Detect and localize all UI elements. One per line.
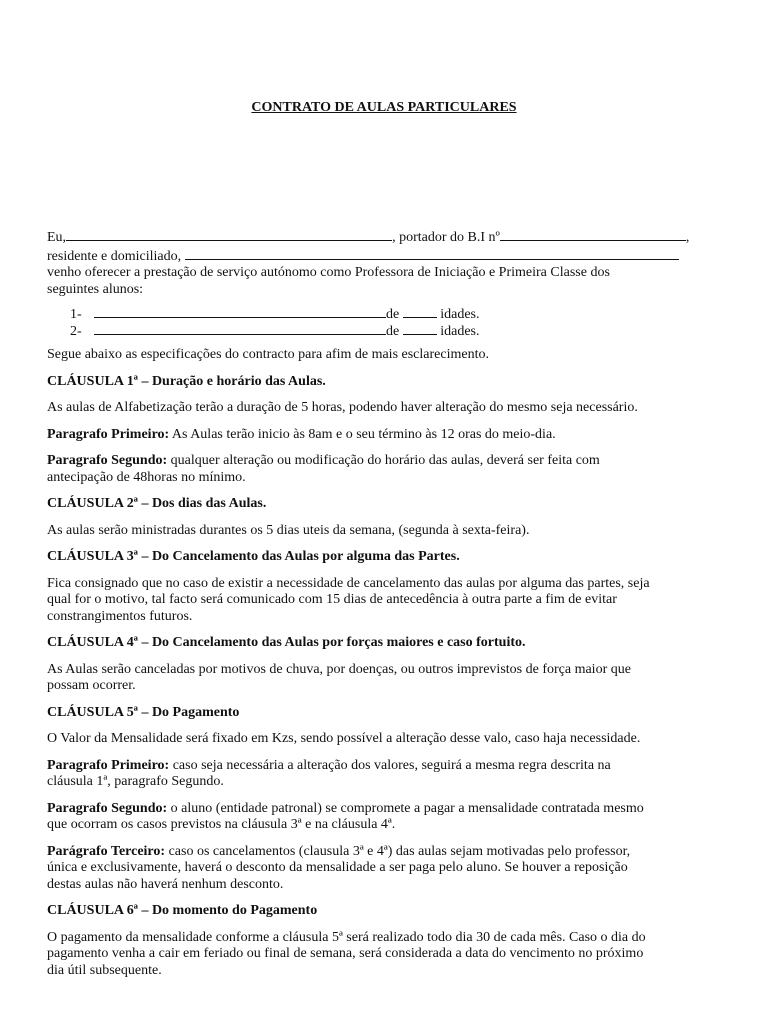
bi-number-blank[interactable] (500, 228, 686, 241)
clausula-1-paragrafo-primeiro (47, 427, 717, 444)
clausula-5-paragrafo-primeiro (47, 758, 717, 791)
paragrafo-label: Paragrafo Primeiro: (47, 757, 170, 773)
clausula-4-heading: CLÁUSULA 4ª – Do Cancelamento das Aulas por forças maiores e caso fortuito. (47, 635, 526, 650)
student-name-blank[interactable] (94, 322, 386, 335)
intro-portador: , portador do B.I nº (392, 230, 500, 245)
paragrafo-text: única e exclusivamente, haverá o desconto da mensalidade a ser paga pelo aluno. Se houver a reposição (47, 860, 628, 875)
clausula-1-heading: CLÁUSULA 1ª – Duração e horário das Aulas. (47, 373, 326, 389)
clausula-2-heading: CLÁUSULA 2ª – Dos dias das Aulas. (47, 496, 267, 511)
paragrafo-text: que ocorram os casos previstos na cláusula 3ª e na cláusula 4ª. (47, 817, 396, 832)
paragrafo-text: o aluno (entidade patronal) se compromete a pagar a mensalidade contratada mesmo (167, 800, 644, 816)
text-line: Fica consignado que no caso de existir a necessidade de cancelamento das aulas por alguma das partes, seja (47, 575, 650, 591)
name-blank[interactable] (66, 228, 392, 241)
intro-line-4: seguintes alunos: (47, 281, 144, 297)
intro-eu: Eu, (47, 230, 67, 245)
text-line: constrangimentos futuros. (47, 608, 193, 624)
clausula-5-heading: CLÁUSULA 5ª – Do Pagamento (47, 704, 240, 720)
paragrafo-label: Parágrafo Terceiro: (47, 843, 166, 859)
clausula-6-text (47, 930, 717, 980)
paragrafo-label: Paragrafo Primeiro: (47, 426, 170, 442)
document-title: CONTRATO DE AULAS PARTICULARES (251, 100, 517, 115)
text-line: qual for o motivo, tal facto será comunicado com 15 dias de antecedência à outra parte a fim de evitar (47, 592, 617, 607)
clausula-1-text: As aulas de Alfabetização terão a duração de 5 horas, podendo haver alteração do mesmo seja necessário. (47, 400, 638, 415)
paragrafo-text: caso os cancelamentos (clausula 3ª e 4ª) das aulas sejam motivadas pelo professor, (165, 843, 631, 859)
residence-blank[interactable] (185, 247, 679, 260)
student-age-blank[interactable] (403, 305, 437, 318)
paragrafo-text: destas aulas não haverá nenhum desconto. (47, 876, 284, 892)
text-line: As Aulas serão canceladas por motivos de chuva, por doenças, ou outros imprevistos de força maior que (47, 661, 631, 677)
paragrafo-label: Paragrafo Segundo: (47, 453, 168, 468)
paragrafo-text: antecipação de 48horas no mínimo. (47, 469, 246, 485)
intro-line-1 (47, 228, 717, 247)
clausula-3-text (47, 576, 717, 626)
intro-comma: , (685, 230, 690, 245)
clausula-2-text: As aulas serão ministradas durantes os 5 dias uteis da semana, (segunda à sexta-feira). (47, 522, 530, 538)
student-number: 2- (70, 324, 82, 339)
student-list (70, 305, 710, 339)
segue-text: Segue abaixo as especificações do contracto para afim de mais esclarecimento. (47, 347, 489, 362)
student-idades: idades. (440, 307, 480, 322)
clausula-3-heading: CLÁUSULA 3ª – Do Cancelamento das Aulas por alguma das Partes. (47, 549, 460, 564)
intro-line-3: venho oferecer a prestação de serviço autónomo como Professora de Iniciação e Primeira Classe dos (47, 265, 610, 280)
clausula-6-heading: CLÁUSULA 6ª – Do momento do Pagamento (47, 903, 318, 918)
student-de: de (386, 324, 400, 339)
student-de: de (386, 307, 400, 322)
text-line: O pagamento da mensalidade conforme a cláusula 5ª será realizado todo dia 30 de cada mês. Caso o dia do (47, 929, 646, 945)
intro-line-2 (47, 247, 717, 266)
clausula-5-paragrafo-segundo (47, 801, 717, 834)
student-name-blank[interactable] (94, 305, 386, 318)
paragrafo-text: caso seja necessária a alteração dos valores, seguirá a mesma regra descrita na (169, 757, 611, 773)
clausula-5-paragrafo-terceiro (47, 844, 717, 894)
paragrafo-label: Paragrafo Segundo: (47, 800, 168, 816)
intro-section (47, 228, 717, 298)
text-line: dia útil subsequente. (47, 962, 162, 978)
student-row (70, 305, 710, 322)
clausula-1-paragrafo-segundo (47, 453, 717, 486)
intro-residente: residente e domiciliado, (47, 248, 182, 264)
student-idades: idades. (440, 324, 480, 339)
paragrafo-text: cláusula 1ª, paragrafo Segundo. (47, 774, 224, 789)
student-row (70, 322, 710, 339)
student-age-blank[interactable] (403, 322, 437, 335)
paragrafo-text: qualquer alteração ou modificação do horário das aulas, deverá ser feita com (167, 453, 600, 468)
contract-body (47, 347, 717, 989)
student-number: 1- (70, 307, 82, 322)
paragrafo-text: As Aulas terão inicio às 8am e o seu término às 12 oras do meio-dia. (169, 426, 556, 442)
clausula-4-text (47, 662, 717, 695)
text-line: pagamento venha a cair em feriado ou final de semana, será considerada a data do vencimento no próximo (47, 946, 644, 961)
text-line: possam ocorrer. (47, 678, 136, 693)
clausula-5-text: O Valor da Mensalidade será fixado em Kzs, sendo possível a alteração desse valo, caso haja necessidade. (47, 731, 641, 746)
